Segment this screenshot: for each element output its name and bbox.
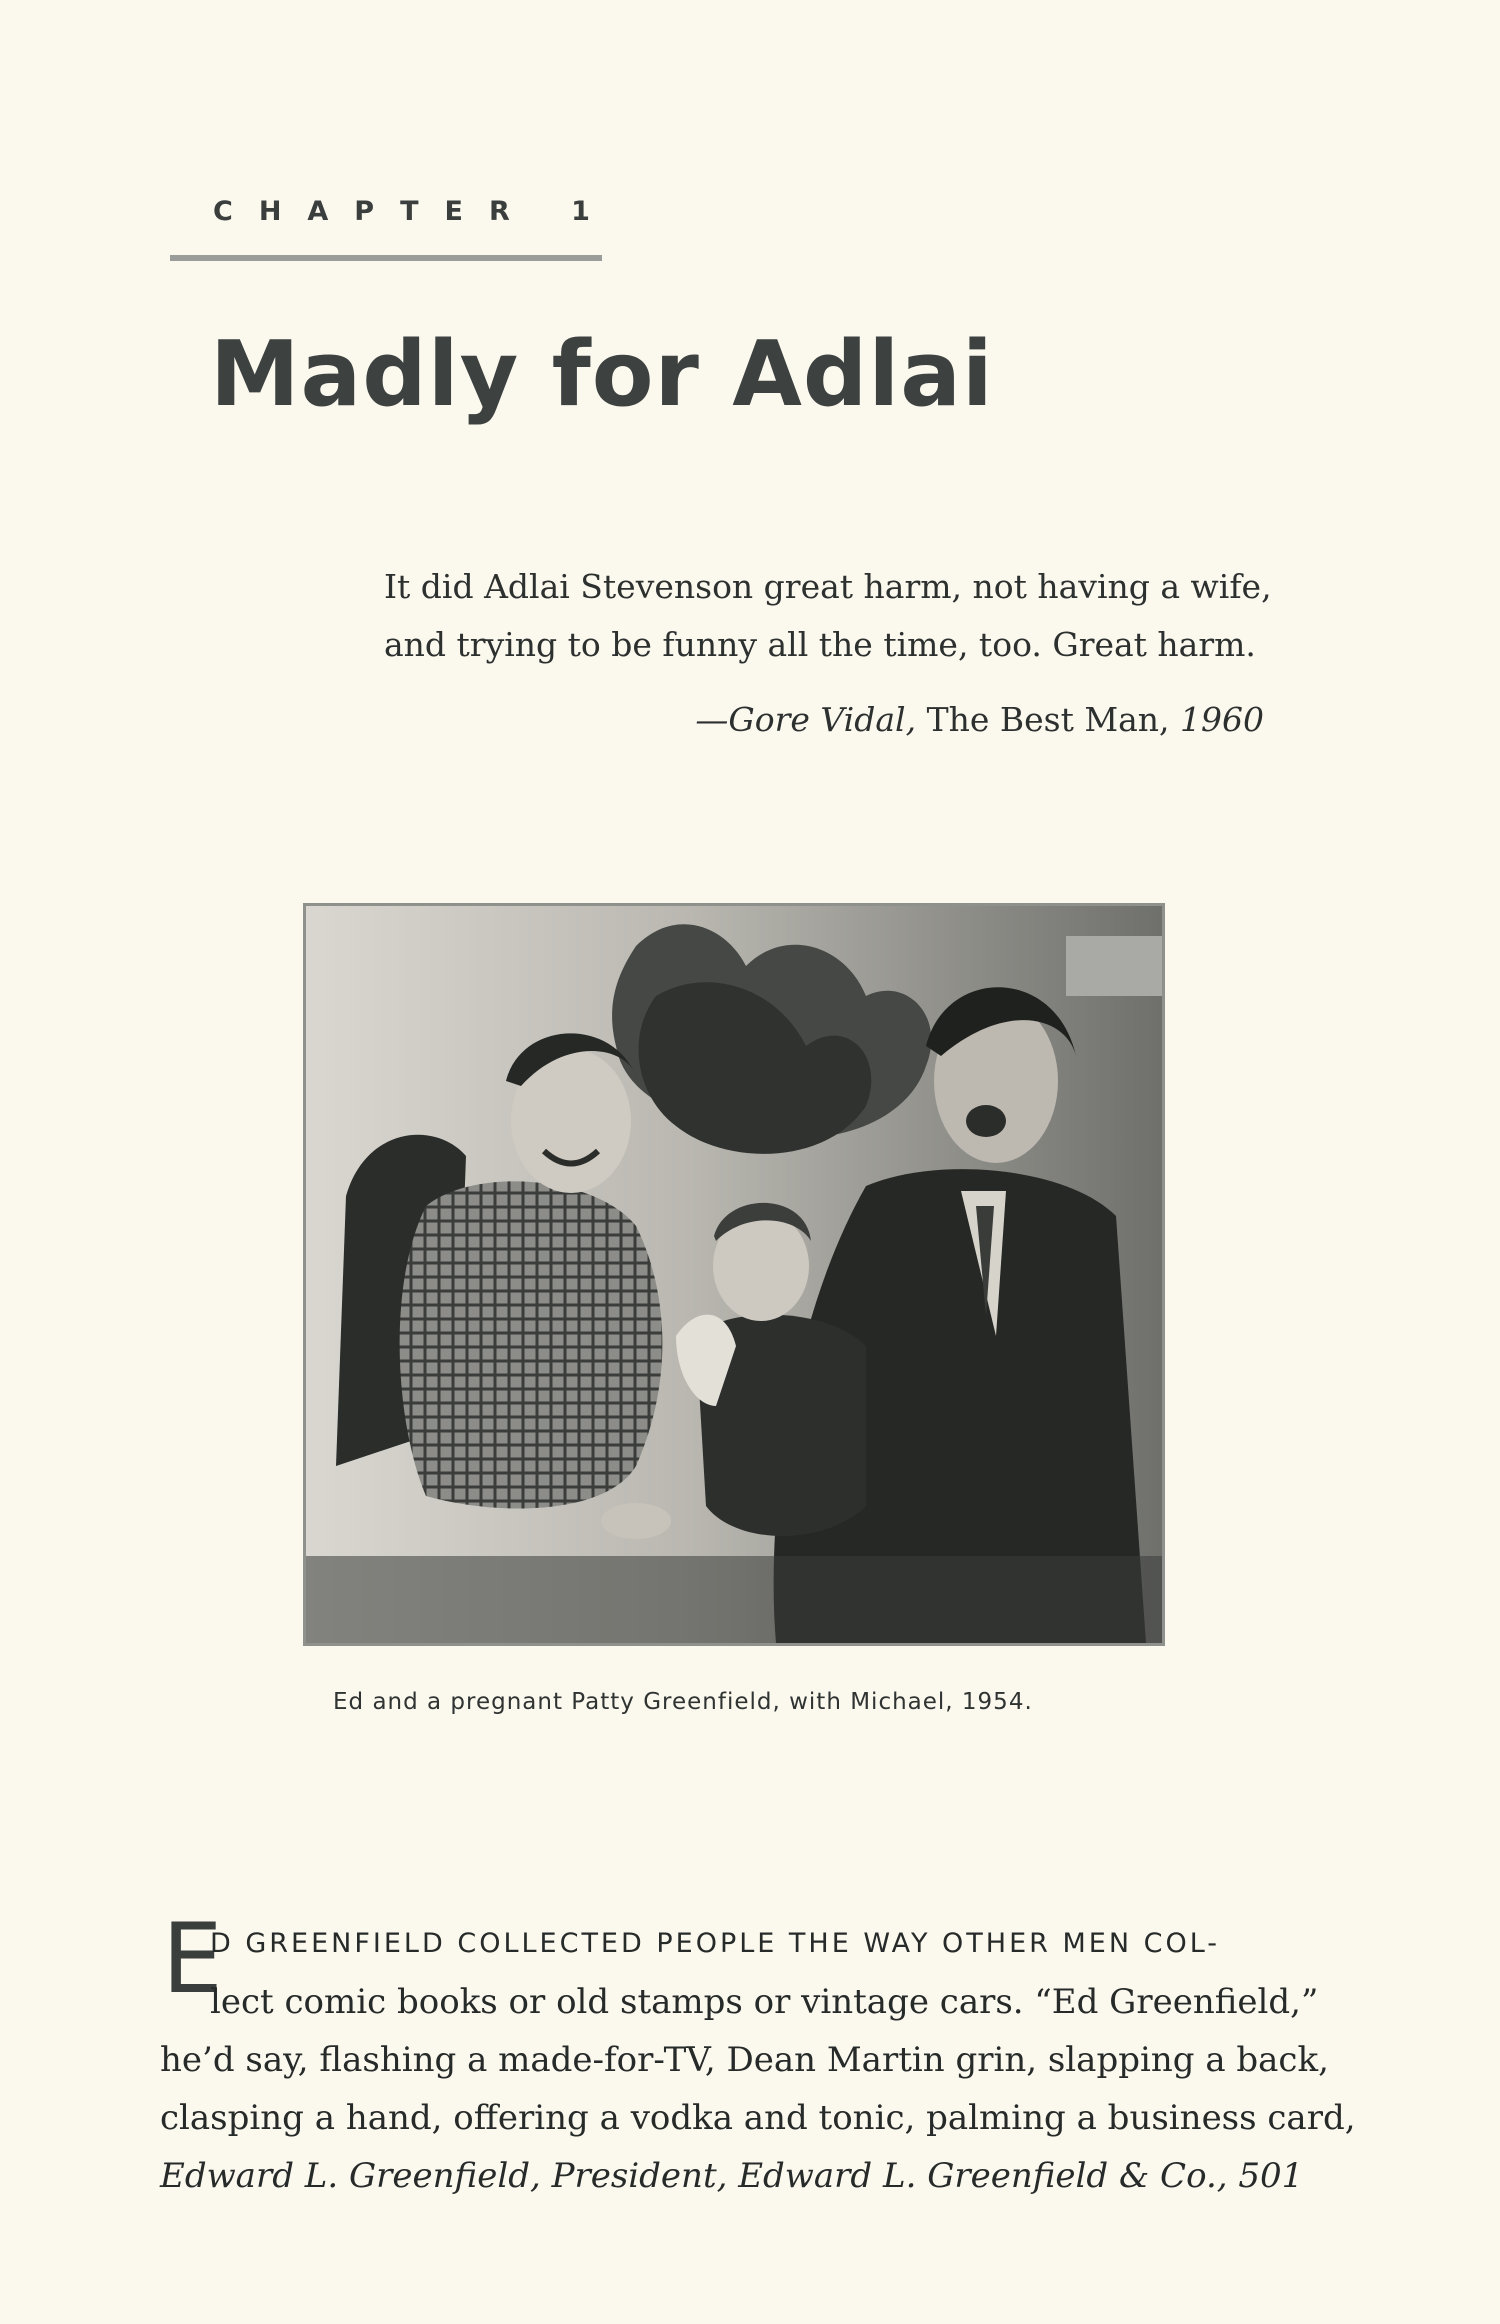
epigraph-line: and trying to be funny all the time, too. Great harm.: [384, 625, 1256, 664]
body-line: he’d say, flashing a made-for-TV, Dean Martin grin, slapping a back,: [160, 2040, 1329, 2080]
body-paragraph: [160, 1903, 1356, 2205]
body-line: lect comic books or old stamps or vintage cars. “Ed Greenfield,”: [210, 1982, 1319, 2022]
body-line: D GREENFIELD COLLECTED PEOPLE THE WAY OTHER MEN COL-: [210, 1928, 1221, 1959]
family-photo: [303, 903, 1165, 1646]
epigraph-attribution: [695, 700, 1264, 739]
photo-caption: Ed and a pregnant Patty Greenfield, with Michael, 1954.: [333, 1689, 1033, 1715]
body-line: clasping a hand, offering a vodka and tonic, palming a business card,: [160, 2098, 1356, 2138]
epigraph: [384, 558, 1284, 674]
family-photo-image: [306, 906, 1162, 1643]
attribution-year: 1960: [1180, 700, 1264, 739]
drop-cap: E: [162, 1903, 223, 2015]
chapter-label: CHAPTER 1: [213, 196, 616, 227]
attribution-author: —Gore Vidal,: [695, 700, 917, 739]
chapter-rule: [170, 255, 602, 261]
attribution-work: The Best Man,: [916, 700, 1181, 739]
epigraph-line: It did Adlai Stevenson great harm, not having a wife,: [384, 567, 1272, 606]
chapter-title: Madly for Adlai: [210, 322, 994, 427]
body-line: Edward L. Greenfield, President, Edward L. Greenfield & Co., 501: [160, 2156, 1304, 2196]
